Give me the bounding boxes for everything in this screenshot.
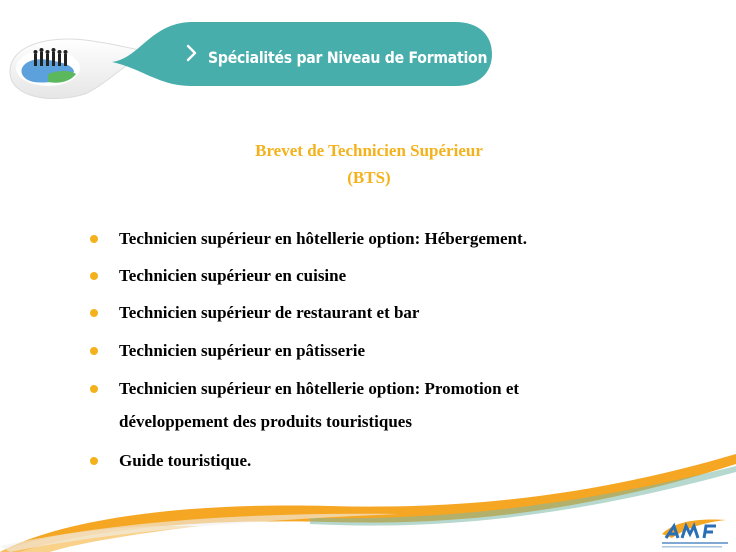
- bullet-icon: [90, 235, 98, 243]
- section-subtitle: (BTS): [347, 168, 391, 187]
- bullet-icon: [90, 272, 98, 280]
- logo-people-icon: [8, 30, 118, 98]
- page-title: Spécialités par Niveau de Formation: [208, 48, 488, 67]
- bullet-icon: [90, 385, 98, 393]
- section-title: Brevet de Technicien Supérieur: [255, 141, 483, 160]
- afpa-logo-icon: [656, 514, 732, 550]
- footer-swoosh: [0, 450, 736, 552]
- bullet-icon: [90, 309, 98, 317]
- bullet-icon: [90, 347, 98, 355]
- chevron-right-icon: [184, 42, 200, 64]
